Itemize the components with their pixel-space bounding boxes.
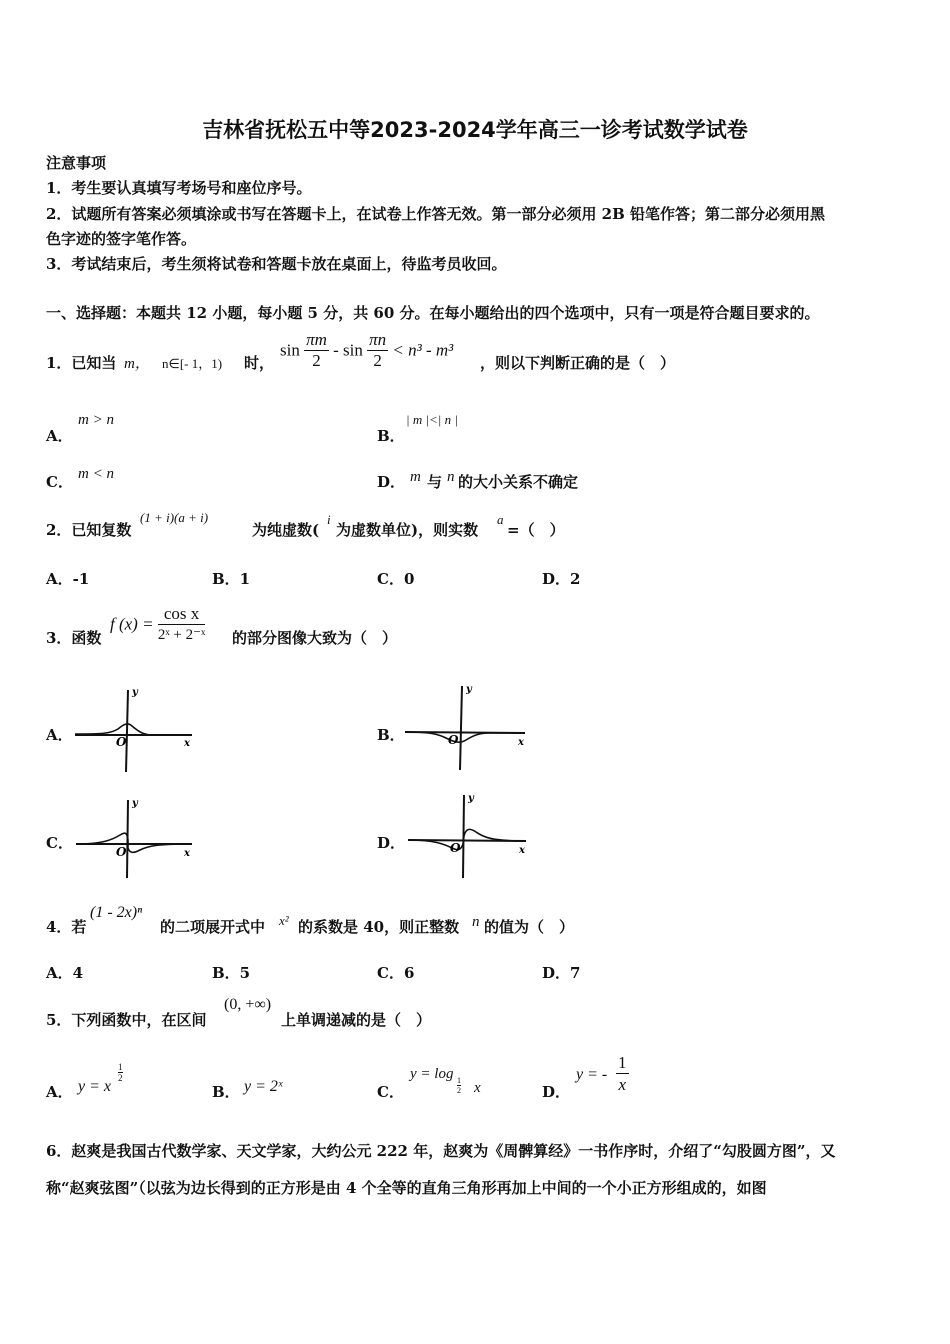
q1-frac2-num: πn (369, 330, 387, 349)
q3-graph-d (404, 790, 536, 880)
q3-frac (158, 604, 206, 645)
q5-d-den: x (618, 1075, 627, 1094)
q2-prefix: 2．已知复数 (46, 521, 132, 539)
notice-item-2a: 2．试题所有答案必须填涂或书写在答题卡上，在试卷上作答无效。第一部分必须用 2B 铅笔作答；第二部分必须用黑 (46, 205, 826, 223)
q3-suffix: 的部分图像大致为（ ） (232, 629, 398, 647)
q2-a-symbol: a (497, 512, 504, 527)
q3-a-axis-y: y (132, 687, 138, 698)
q3-function (110, 604, 205, 645)
q5-option-c-expr: y = log (410, 1066, 454, 1082)
q1-option-d-m: m (410, 469, 421, 485)
q1-when: 时， (244, 354, 275, 372)
q1-option-a-expr: m > n (78, 412, 114, 428)
q5-a-exp-den: 2 (118, 1073, 123, 1083)
q4-option-a: A．4 (46, 964, 84, 982)
notice-item-3: 3．考试结束后，考生须将试卷和答题卡放在桌面上，待监考员收回。 (46, 255, 507, 273)
q1-option-d-label: D． (377, 473, 406, 491)
q3-b-axis-x: x (518, 737, 524, 748)
q5-option-a-label: A． (46, 1083, 73, 1101)
q3-numerator: cos x (158, 604, 206, 625)
q2-mid: 为纯虚数( (252, 521, 320, 539)
q1-option-a-label: A． (46, 427, 73, 445)
q3-a-origin: O (116, 735, 127, 749)
q2-option-b: B．1 (212, 570, 251, 588)
q3-option-c-label: C． (46, 834, 73, 852)
q1-inequality (280, 330, 453, 371)
q1-option-c-label: C． (46, 473, 73, 491)
q1-frac2-den: 2 (373, 351, 382, 370)
q5-option-c-base (457, 1076, 461, 1095)
q4-option-b: B．5 (212, 964, 251, 982)
q3-c-origin: O (116, 845, 127, 859)
q3-graph-a (70, 684, 200, 774)
q3-d-origin: O (450, 841, 461, 855)
q1-suffix: ，则以下判断正确的是（ ） (480, 354, 676, 372)
q4-x-squared: x² (279, 913, 289, 928)
q4-expr: (1 - 2x)ⁿ (90, 904, 143, 921)
q4-n: n (472, 914, 480, 930)
q1-frac1 (304, 330, 329, 371)
q3-b-origin: O (448, 733, 459, 747)
q3-prefix: 3．函数 (46, 629, 102, 647)
q5-option-b-expr: y = 2ˣ (244, 1078, 283, 1095)
q3-a-axis-x: x (184, 738, 190, 749)
notice-heading: 注意事项 (46, 154, 107, 172)
q3-option-d-label: D． (377, 834, 406, 852)
q3-option-b-label: B． (377, 726, 405, 744)
q3-graph-b (400, 680, 535, 775)
q3-c-axis-y: y (132, 798, 138, 809)
page-title: 吉林省抚松五中等2023-2024学年高三一诊考试数学试卷 (202, 118, 748, 142)
q5-c-base-den: 2 (457, 1086, 461, 1095)
q1-option-d-n: n (447, 469, 455, 485)
q2-i-symbol: i (327, 512, 331, 527)
q3-d-axis-x: x (519, 845, 525, 856)
q1-rhs: < n³ - m³ (392, 340, 454, 360)
q5-option-a-exponent (118, 1062, 123, 1083)
q5-option-d-label: D． (542, 1083, 571, 1101)
q1-prefix: 1．已知当 (46, 354, 117, 372)
notice-item-1: 1．考生要认真填写考场号和座位序号。 (46, 179, 312, 197)
q5-option-c-arg: x (474, 1080, 481, 1096)
q3-denominator: 2ˣ + 2⁻ˣ (157, 627, 206, 643)
q1-option-b-expr: | m |<| n | (406, 412, 458, 427)
q5-option-a-expr: y = x (78, 1078, 111, 1095)
q5-option-d-expr: y = - (576, 1066, 608, 1083)
q1-option-d-text: 的大小关系不确定 (458, 473, 579, 491)
q1-sin1: sin (280, 340, 300, 360)
q3-graph-c (72, 796, 202, 881)
q2-mid2: 为虚数单位)，则实数 (336, 521, 479, 539)
q2-option-a: A．-1 (46, 570, 90, 588)
q1-frac2 (367, 330, 388, 371)
q5-option-c-label: C． (377, 1083, 404, 1101)
q5-suffix: 上单调递减的是（ ） (281, 1011, 432, 1029)
q3-lhs: f (x) = (110, 614, 154, 634)
q3-d-axis-y: y (468, 793, 474, 804)
q5-c-base-num: 1 (457, 1076, 461, 1085)
q5-interval: (0, +∞) (224, 996, 272, 1013)
q4-prefix: 4．若 (46, 918, 87, 936)
q5-option-d-frac (616, 1052, 629, 1095)
q1-option-d-mid: 与 (427, 473, 443, 491)
section-heading: 一、选择题：本题共 12 小题，每小题 5 分，共 60 分。在每小题给出的四个选项中，只有一项是符合题目要求的。 (46, 304, 820, 322)
q6-line-1: 6．赵爽是我国古代数学家、天文学家，大约公元 222 年，赵爽为《周髀算经》一书作序时，介绍了“勾股圆方图”，又 (46, 1142, 836, 1160)
q2-suffix: =（ ） (507, 521, 565, 539)
q1-frac1-den: 2 (312, 351, 321, 370)
q4-option-d: D．7 (542, 964, 581, 982)
q2-expr: (1 + i)(a + i) (140, 510, 209, 525)
q3-option-a-label: A． (46, 726, 73, 744)
q1-minus-sin: - sin (333, 340, 363, 360)
q4-mid2: 的系数是 40，则正整数 (298, 918, 460, 936)
q1-option-b-label: B． (377, 427, 405, 445)
q4-option-c: C．6 (377, 964, 415, 982)
q1-condition: n∈[- 1，1) (162, 356, 223, 371)
q3-c-axis-x: x (184, 848, 190, 859)
q1-option-c-expr: m < n (78, 466, 114, 482)
notice-item-2b: 色字迹的签字笔作答。 (46, 230, 197, 248)
q6-line-2: 称“赵爽弦图”（以弦为边长得到的正方形是由 4 个全等的直角三角形再加上中间的一个小正方形组成的，如图 (46, 1179, 767, 1197)
q5-a-exp-num: 1 (118, 1062, 123, 1072)
q2-option-d: D．2 (542, 570, 581, 588)
q3-b-axis-y: y (466, 684, 472, 695)
q4-suffix: 的值为（ ） (484, 918, 575, 936)
q2-option-c: C．0 (377, 570, 415, 588)
q1-frac1-num: πm (306, 330, 327, 349)
q5-prefix: 5．下列函数中，在区间 (46, 1011, 207, 1029)
q4-mid: 的二项展开式中 (160, 918, 266, 936)
q1-var-m: m， (124, 356, 150, 372)
q5-option-b-label: B． (212, 1083, 240, 1101)
q5-d-num: 1 (618, 1053, 627, 1072)
